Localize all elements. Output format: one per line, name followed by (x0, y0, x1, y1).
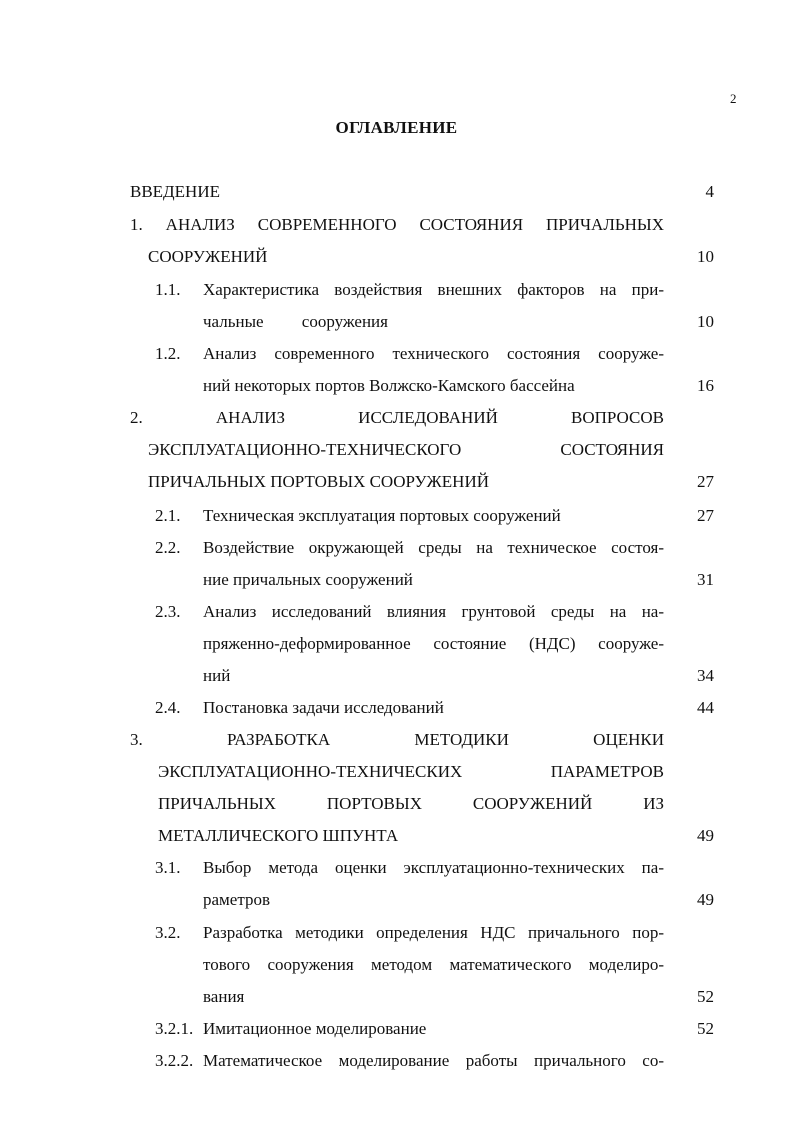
toc-num-3-1: 3.1. (155, 858, 181, 877)
toc-num-3-2: 3.2. (155, 923, 181, 942)
toc-entry-2-3-cont2: ний (203, 666, 231, 685)
toc-entry-1-2[interactable]: Анализ современного технического состояния сооруже- (203, 344, 664, 363)
toc-num-1-2: 1.2. (155, 344, 181, 363)
toc-page-1-2: 16 (697, 376, 714, 395)
toc-num-2-1: 2.1. (155, 506, 181, 525)
toc-entry-ch2[interactable]: 2. АНАЛИЗ ИССЛЕДОВАНИЙ ВОПРОСОВ (130, 408, 664, 427)
toc-num-3-2-2: 3.2.2. (155, 1051, 194, 1070)
toc-entry-ch1-cont: СООРУЖЕНИЙ (148, 247, 268, 266)
toc-page-2-3: 34 (697, 666, 714, 685)
page-number: 2 (730, 91, 737, 106)
toc-entry-ch2-cont2: ПРИЧАЛЬНЫХ ПОРТОВЫХ СООРУЖЕНИЙ (148, 472, 490, 491)
toc-page-2-4: 44 (697, 698, 714, 717)
toc-page-ch2: 27 (697, 472, 714, 491)
toc-entry-1-1-cont: чальные сооружения (203, 312, 388, 331)
toc-num-2-4: 2.4. (155, 698, 181, 717)
toc-page-2-1: 27 (697, 506, 714, 525)
toc-entry-intro[interactable]: ВВЕДЕНИЕ (130, 182, 220, 201)
toc-num-1-1: 1.1. (155, 280, 181, 299)
toc-entry-ch3-cont1: ЭКСПЛУАТАЦИОННО-ТЕХНИЧЕСКИХ ПАРАМЕТРОВ (158, 762, 664, 781)
toc-entry-ch3[interactable]: 3. РАЗРАБОТКА МЕТОДИКИ ОЦЕНКИ (130, 730, 664, 749)
toc-entry-3-1[interactable]: Выбор метода оценки эксплуатационно-технических па- (203, 858, 664, 877)
toc-entry-3-2[interactable]: Разработка методики определения НДС причального пор- (203, 923, 664, 942)
toc-entry-ch1[interactable]: 1. АНАЛИЗ СОВРЕМЕННОГО СОСТОЯНИЯ ПРИЧАЛЬНЫХ (130, 215, 664, 234)
toc-entry-ch2-cont1: ЭКСПЛУАТАЦИОННО-ТЕХНИЧЕСКОГО СОСТОЯНИЯ (148, 440, 664, 459)
toc-entry-1-2-cont: ний некоторых портов Волжско-Камского бассейна (203, 376, 575, 395)
toc-entry-3-2-cont2: вания (203, 987, 245, 1006)
toc-entry-2-2-cont: ние причальных сооружений (203, 570, 413, 589)
toc-entry-ch3-cont2: ПРИЧАЛЬНЫХ ПОРТОВЫХ СООРУЖЕНИЙ ИЗ (158, 794, 664, 813)
toc-entry-2-3[interactable]: Анализ исследований влияния грунтовой среды на на- (203, 602, 664, 621)
toc-num-3-2-1: 3.2.1. (155, 1019, 194, 1038)
toc-entry-2-2[interactable]: Воздействие окружающей среды на техническое состоя- (203, 538, 664, 557)
toc-page-3-1: 49 (697, 890, 714, 909)
toc-page-1-1: 10 (697, 312, 714, 331)
toc-num-2-3: 2.3. (155, 602, 181, 621)
toc-entry-2-1[interactable]: Техническая эксплуатация портовых сооружений (203, 506, 561, 525)
toc-page-intro: 4 (705, 182, 714, 201)
toc-page-3-2: 52 (697, 987, 714, 1006)
toc-entry-3-2-cont1: тового сооружения методом математического моделиро- (203, 955, 664, 974)
toc-entry-3-2-2[interactable]: Математическое моделирование работы причального со- (203, 1051, 664, 1070)
toc-entry-2-4[interactable]: Постановка задачи исследований (203, 698, 444, 717)
toc-entry-2-3-cont1: пряженно-деформированное состояние (НДС) сооруже- (203, 634, 664, 653)
toc-page-2-2: 31 (697, 570, 714, 589)
toc-entry-ch3-cont3: МЕТАЛЛИЧЕСКОГО ШПУНТА (158, 826, 399, 845)
toc-page-3-2-1: 52 (697, 1019, 714, 1038)
toc-num-2-2: 2.2. (155, 538, 181, 557)
toc-page-ch1: 10 (697, 247, 714, 266)
toc-page-ch3: 49 (697, 826, 714, 845)
toc-entry-1-1[interactable]: Характеристика воздействия внешних факторов на при- (203, 280, 664, 299)
toc-entry-3-1-cont: раметров (203, 890, 271, 909)
toc-title: ОГЛАВЛЕНИЕ (335, 118, 458, 137)
toc-entry-3-2-1[interactable]: Имитационное моделирование (203, 1019, 427, 1038)
